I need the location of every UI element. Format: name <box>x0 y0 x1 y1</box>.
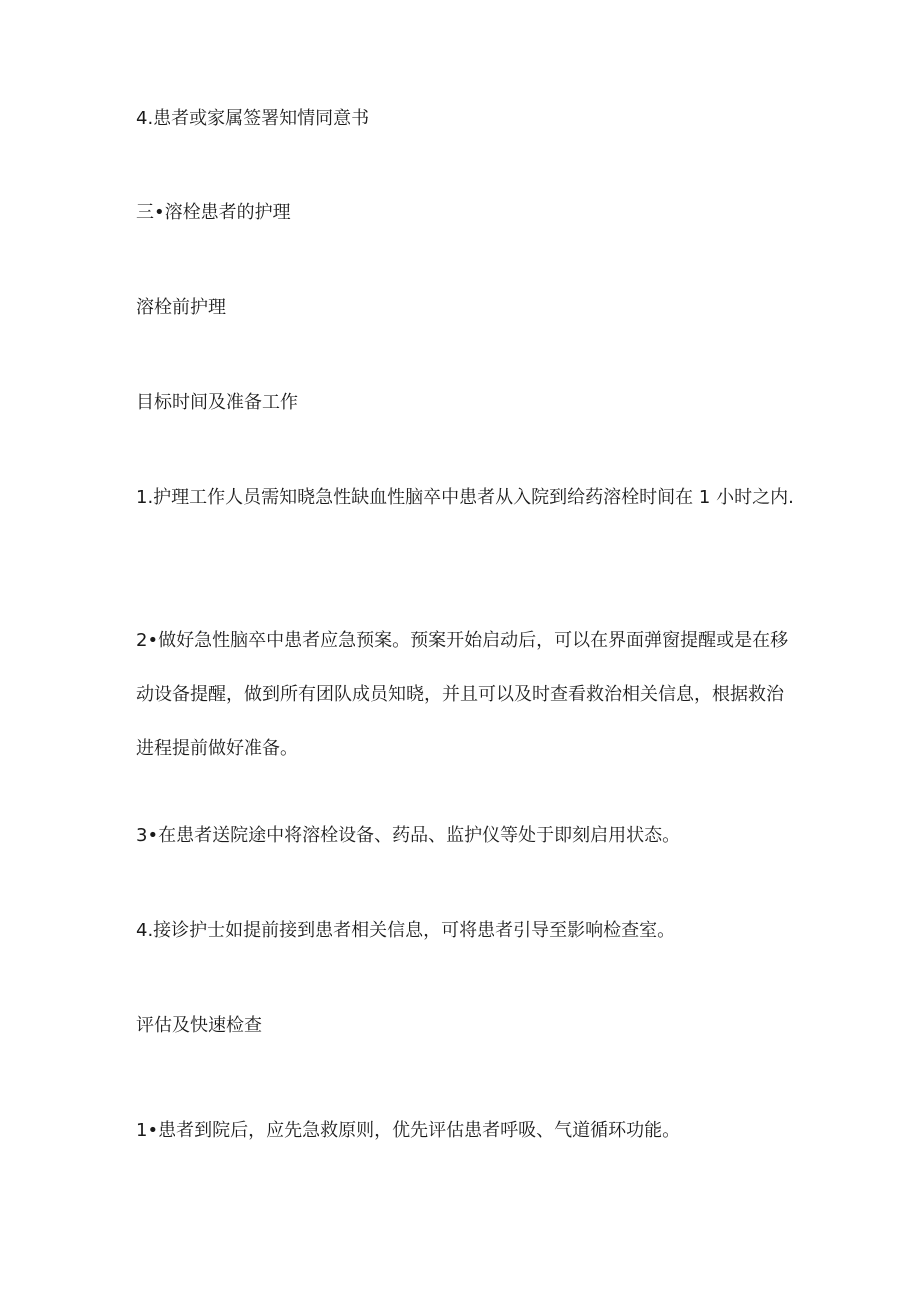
paragraph: 1•患者到院后，应先急救原则，优先评估患者呼吸、气道循环功能。 <box>136 1120 681 1141</box>
subsection-heading: 溶栓前护理 <box>136 297 226 318</box>
paragraph: 3•在患者送院途中将溶栓设备、药品、监护仪等处于即刻启用状态。 <box>136 825 681 846</box>
section-heading: 三•溶栓患者的护理 <box>136 202 291 223</box>
paragraph: 1.护理工作人员需知晓急性缺血性脑卒中患者从入院到给药溶栓时间在 1 小时之内. <box>136 487 794 508</box>
subsection-heading: 目标时间及准备工作 <box>136 392 298 413</box>
paragraph: 4.接诊护士如提前接到患者相关信息，可将患者引导至影响检查室。 <box>136 920 676 941</box>
subsection-heading: 评估及快速检查 <box>136 1015 262 1036</box>
consent-item: 4.患者或家属签署知情同意书 <box>136 108 370 129</box>
paragraph: 2•做好急性脑卒中患者应急预案。预案开始启动后，可以在界面弹窗提醒或是在移动设备提醒，做到所有团队成员知晓，并且可以及时查看救治相关信息，根据救治进程提前做好准备。 <box>136 630 789 759</box>
